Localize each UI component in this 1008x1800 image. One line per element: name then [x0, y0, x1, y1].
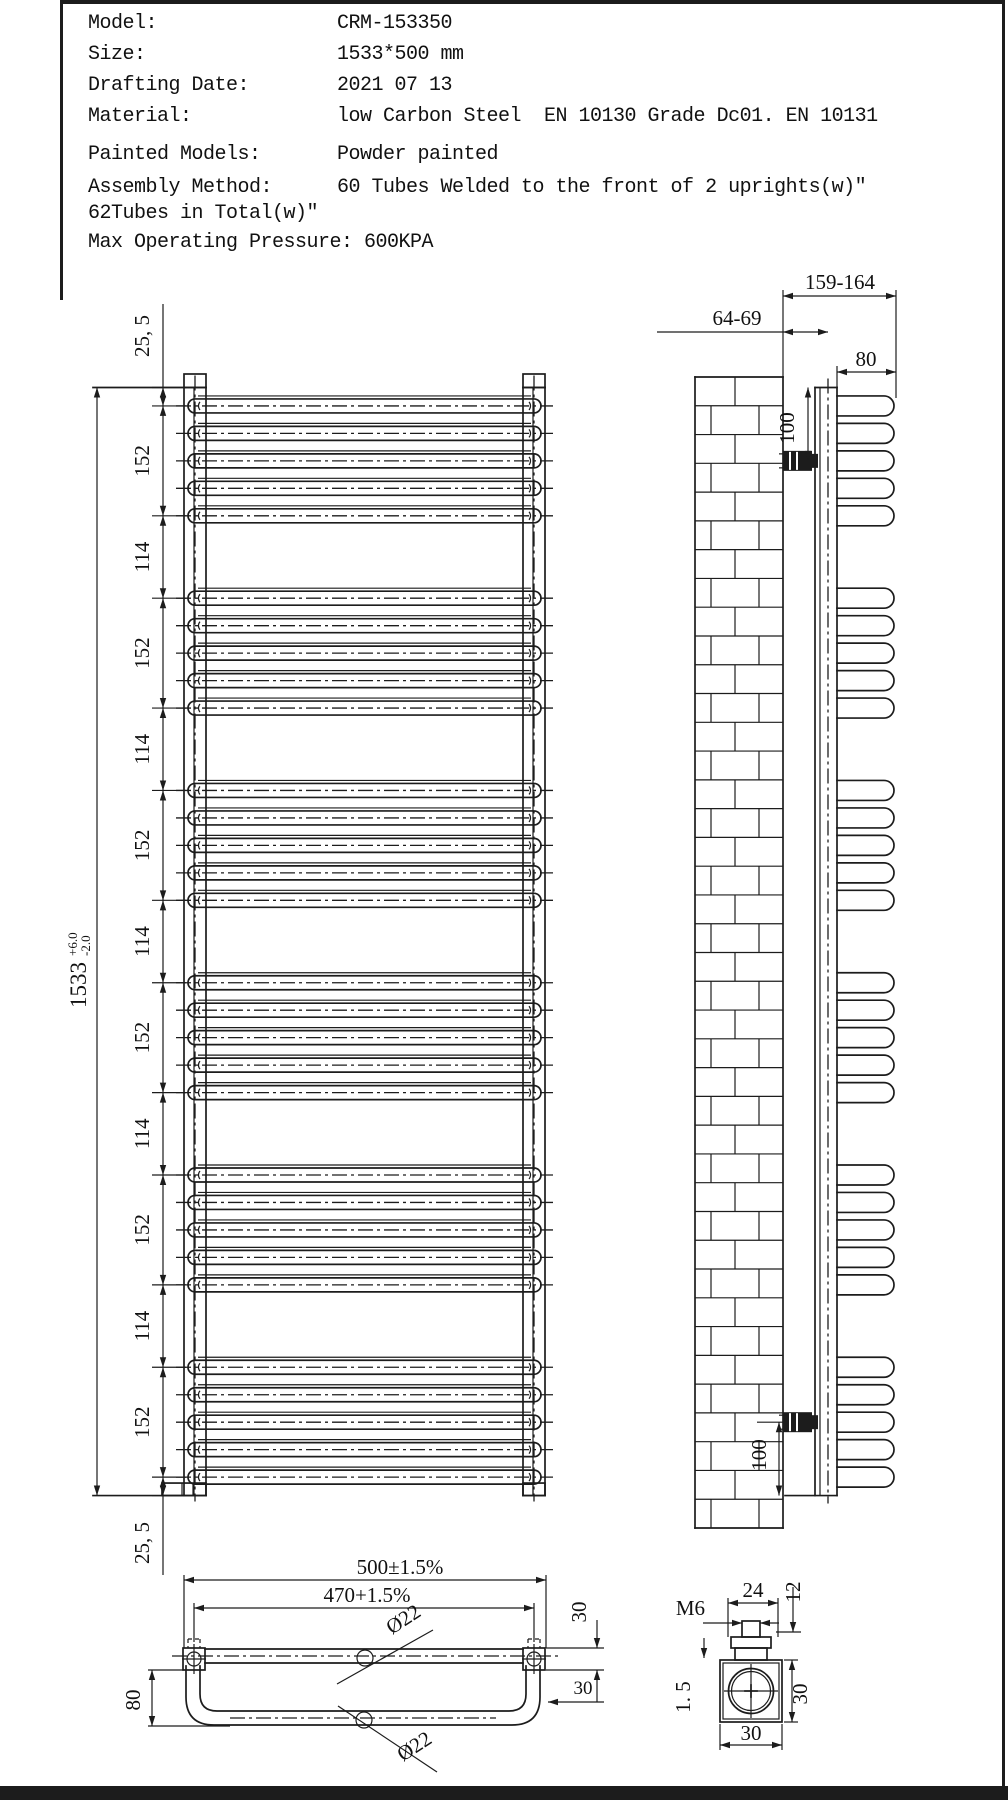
title-note: Max Operating Pressure: 600KPA: [88, 231, 434, 254]
m6-stud: [742, 1621, 760, 1637]
tube-inner-cap: [198, 1034, 200, 1042]
wall-to-axis-label: 64-69: [712, 306, 762, 330]
tube-inner-cap: [198, 1089, 200, 1097]
overall-dim-label: [65, 932, 93, 1008]
tube-inner-cap: [529, 1171, 531, 1179]
stud-height-label: 12: [781, 1581, 805, 1603]
title-value: Powder painted: [337, 143, 499, 166]
title-value: low Carbon Steel EN 10130 Grade Dc01. EN 10131: [337, 105, 878, 128]
chain-label: 152: [130, 1406, 154, 1438]
dim-arrow: [160, 1083, 166, 1093]
tube-loop: [837, 396, 894, 416]
tube-depth-label: 80: [855, 347, 877, 371]
tube-inner-cap: [529, 429, 531, 437]
tube-inner-cap: [529, 1034, 531, 1042]
dim-arrow: [594, 1670, 600, 1680]
dim-arrow: [783, 329, 793, 335]
tube-inner-cap: [198, 1253, 200, 1261]
dim-arrow: [160, 588, 166, 598]
title-label: Drafting Date:: [88, 74, 250, 97]
anchor-nut: [812, 1415, 818, 1429]
tolerance-minus: -2.0: [78, 935, 93, 956]
tube-inner-cap: [198, 1226, 200, 1234]
tube-inner-cap: [529, 677, 531, 685]
tube-inner-cap: [198, 512, 200, 520]
dim-arrow: [160, 1486, 166, 1496]
dim-arrow: [160, 516, 166, 526]
tube-inner-cap: [529, 1446, 531, 1454]
dim-arrow: [886, 293, 896, 299]
tube-inner-cap: [198, 594, 200, 602]
dim-arrow: [160, 506, 166, 516]
dim-arrow: [776, 1422, 782, 1432]
tube-loop: [837, 451, 894, 471]
chain-label-end: 25, 5: [130, 315, 154, 357]
tube-inner-cap: [529, 979, 531, 987]
tube-inner-cap: [529, 814, 531, 822]
dim-arrow: [160, 780, 166, 790]
title-value: 2021 07 13: [337, 74, 453, 97]
m6-boss-base: [735, 1648, 767, 1660]
tube-loop: [837, 1357, 894, 1377]
loop-depth-label: 80: [121, 1689, 145, 1711]
sheet-border-left: [60, 0, 63, 300]
tube-loop: [837, 616, 894, 636]
bottom-bracket-label: 100: [747, 1439, 771, 1471]
tube-loop: [837, 478, 894, 498]
title-label: Model:: [88, 12, 158, 35]
tube-inner-cap: [529, 1253, 531, 1261]
plan-loop-inner: [200, 1666, 526, 1711]
dim-arrow: [160, 406, 166, 416]
sheet-border-right: [1002, 0, 1005, 1790]
tube-inner-cap: [529, 622, 531, 630]
dim-arrow: [768, 1600, 778, 1606]
tube-inner-cap: [198, 979, 200, 987]
tube-loop: [837, 643, 894, 663]
tube-inner-cap: [198, 457, 200, 465]
tube-inner-cap: [529, 1418, 531, 1426]
dim-arrow: [776, 1486, 782, 1496]
leader-line: [337, 1630, 433, 1684]
chain-label: 114: [130, 1310, 154, 1342]
tube-loop: [837, 423, 894, 443]
tube-inner-cap: [529, 1363, 531, 1371]
dim-arrow: [524, 1605, 534, 1611]
tube-inner-cap: [529, 869, 531, 877]
dim-arrow: [783, 293, 793, 299]
tube-inner-cap: [529, 512, 531, 520]
tube-loop: [837, 1028, 894, 1048]
overall-height-label: 1533: [66, 962, 91, 1008]
tube-inner-cap: [198, 484, 200, 492]
dim-arrow: [160, 708, 166, 718]
dim-arrow: [194, 1605, 204, 1611]
tube-inner-cap: [529, 1089, 531, 1097]
tube-inner-cap: [198, 1473, 200, 1481]
plan-loop-outer: [186, 1666, 540, 1725]
dim-arrow: [594, 1638, 600, 1648]
tube-loop: [837, 1220, 894, 1240]
tube-loop: [837, 671, 894, 691]
tube-loop: [837, 1165, 894, 1185]
dim-arrow: [886, 369, 896, 375]
tube-loop: [837, 780, 894, 800]
dim-arrow: [160, 1175, 166, 1185]
thread-label: M6: [675, 1596, 705, 1620]
dim-arrow: [160, 983, 166, 993]
tube-loop: [837, 1467, 894, 1487]
chain-label: 152: [130, 829, 154, 862]
dim-arrow: [160, 1467, 166, 1477]
tube-inner-cap: [529, 402, 531, 410]
tube-inner-cap: [198, 1198, 200, 1206]
dim-arrow: [805, 388, 811, 398]
tube-inner-cap: [198, 896, 200, 904]
upright-centers-label: 470+1.5%: [323, 1583, 411, 1607]
tube-inner-cap: [198, 649, 200, 657]
tube-inner-cap: [198, 1281, 200, 1289]
tube-inner-cap: [529, 1198, 531, 1206]
tube-inner-cap: [529, 896, 531, 904]
dim-arrow: [732, 1620, 742, 1626]
tube-inner-cap: [529, 786, 531, 794]
chain-label: 152: [130, 1021, 154, 1054]
dim-arrow: [772, 1742, 782, 1748]
tube-loop: [837, 890, 894, 910]
edge-offset-label: 30: [573, 1678, 593, 1699]
tube-inner-cap: [198, 1006, 200, 1014]
tube-inner-cap: [198, 841, 200, 849]
chain-label: 152: [130, 1214, 154, 1246]
tube-dia-label: Ø22: [381, 1599, 425, 1640]
tube-inner-cap: [529, 841, 531, 849]
tube-inner-cap: [529, 1473, 531, 1481]
dim-arrow: [160, 973, 166, 983]
dim-arrow: [790, 1622, 796, 1632]
title-label: Material:: [88, 105, 192, 128]
tube-loop: [837, 1412, 894, 1432]
tube-inner-cap: [198, 1171, 200, 1179]
tube-inner-cap: [198, 786, 200, 794]
tube-inner-cap: [198, 429, 200, 437]
dim-arrow: [160, 1357, 166, 1367]
wall-thickness-label: 1. 5: [671, 1681, 695, 1713]
tube-loop: [837, 1385, 894, 1405]
tube-loop: [837, 1247, 894, 1267]
dim-arrow: [94, 1486, 100, 1496]
dim-arrow: [160, 1285, 166, 1295]
dim-arrow: [184, 1577, 194, 1583]
sheet-border-bottom: [0, 1786, 1008, 1800]
square-height-label: 30: [788, 1683, 812, 1705]
tube-loop: [837, 1083, 894, 1103]
chain-label: 152: [130, 445, 154, 477]
dim-arrow: [818, 329, 828, 335]
tube-inner-cap: [198, 1061, 200, 1069]
chain-label: 114: [130, 541, 154, 573]
tube-loop: [837, 698, 894, 718]
title-value: CRM-153350: [337, 12, 453, 35]
dim-arrow: [160, 1093, 166, 1103]
tube-dia-label: Ø22: [392, 1726, 436, 1767]
title-label: Assembly Method:: [88, 176, 273, 199]
dim-arrow: [536, 1577, 546, 1583]
dim-arrow: [720, 1742, 730, 1748]
chain-label: 152: [130, 637, 154, 669]
chain-label-end: 25, 5: [130, 1522, 154, 1564]
chain-label: 114: [130, 1118, 154, 1150]
dim-arrow: [160, 698, 166, 708]
title-value: 1533*500 mm: [337, 43, 464, 66]
dim-arrow: [701, 1648, 707, 1658]
dim-arrow: [728, 1600, 738, 1606]
wall-to-face-label: 159-164: [805, 270, 875, 294]
dim-arrow: [149, 1670, 155, 1680]
dim-arrow: [160, 790, 166, 800]
dim-arrow: [94, 388, 100, 398]
tube-inner-cap: [198, 1391, 200, 1399]
tube-loop: [837, 1275, 894, 1295]
dim-arrow: [149, 1716, 155, 1726]
tube-loop: [837, 1055, 894, 1075]
tube-inner-cap: [529, 594, 531, 602]
dim-arrow: [160, 1367, 166, 1377]
dim-arrow: [760, 1620, 770, 1626]
tube-inner-cap: [198, 869, 200, 877]
tube-inner-cap: [529, 704, 531, 712]
chain-label: 114: [130, 733, 154, 765]
tube-loop: [837, 1000, 894, 1020]
tube-loop: [837, 588, 894, 608]
tube-inner-cap: [529, 1391, 531, 1399]
tube-inner-cap: [529, 1061, 531, 1069]
dim-arrow: [837, 369, 847, 375]
tube-inner-cap: [198, 814, 200, 822]
tube-loop: [837, 506, 894, 526]
tube-inner-cap: [198, 622, 200, 630]
chain-label: 114: [130, 926, 154, 957]
title-label: Size:: [88, 43, 146, 66]
tube-inner-cap: [198, 1446, 200, 1454]
title-value: 60 Tubes Welded to the front of 2 uprights(w)″: [337, 176, 867, 199]
square-width-label: 30: [740, 1721, 762, 1745]
tube-loop: [837, 973, 894, 993]
tube-inner-cap: [529, 1281, 531, 1289]
tube-inner-cap: [529, 1226, 531, 1234]
tube-loop: [837, 1192, 894, 1212]
dim-arrow: [160, 900, 166, 910]
dim-arrow: [160, 890, 166, 900]
tube-loop: [837, 863, 894, 883]
tube-loop: [837, 835, 894, 855]
tube-inner-cap: [529, 484, 531, 492]
dim-arrow: [160, 396, 166, 406]
tube-inner-cap: [198, 704, 200, 712]
tube-inner-cap: [198, 1363, 200, 1371]
square-size-label: 30: [567, 1601, 591, 1623]
dim-arrow: [160, 1275, 166, 1285]
tube-loop: [837, 808, 894, 828]
top-bracket-label: 100: [775, 412, 799, 444]
dim-arrow: [160, 598, 166, 608]
tube-loop: [837, 1440, 894, 1460]
m6-boss: [731, 1637, 771, 1648]
sheet-border-top: [62, 0, 1005, 4]
tube-inner-cap: [529, 1006, 531, 1014]
tube-inner-cap: [529, 649, 531, 657]
title-note: 62Tubes in Total(w)″: [88, 202, 319, 225]
tube-inner-cap: [529, 457, 531, 465]
dim-arrow: [548, 1699, 558, 1705]
dim-arrow: [789, 1712, 795, 1722]
title-label: Painted Models:: [88, 143, 261, 166]
tolerance-plus: +6.0: [65, 932, 80, 956]
overall-width-label: 500±1.5%: [356, 1555, 444, 1579]
tube-inner-cap: [198, 677, 200, 685]
dim-arrow: [160, 1165, 166, 1175]
boss-width-label: 24: [742, 1578, 764, 1602]
dim-arrow: [789, 1660, 795, 1670]
tube-inner-cap: [198, 1418, 200, 1426]
tube-inner-cap: [198, 402, 200, 410]
